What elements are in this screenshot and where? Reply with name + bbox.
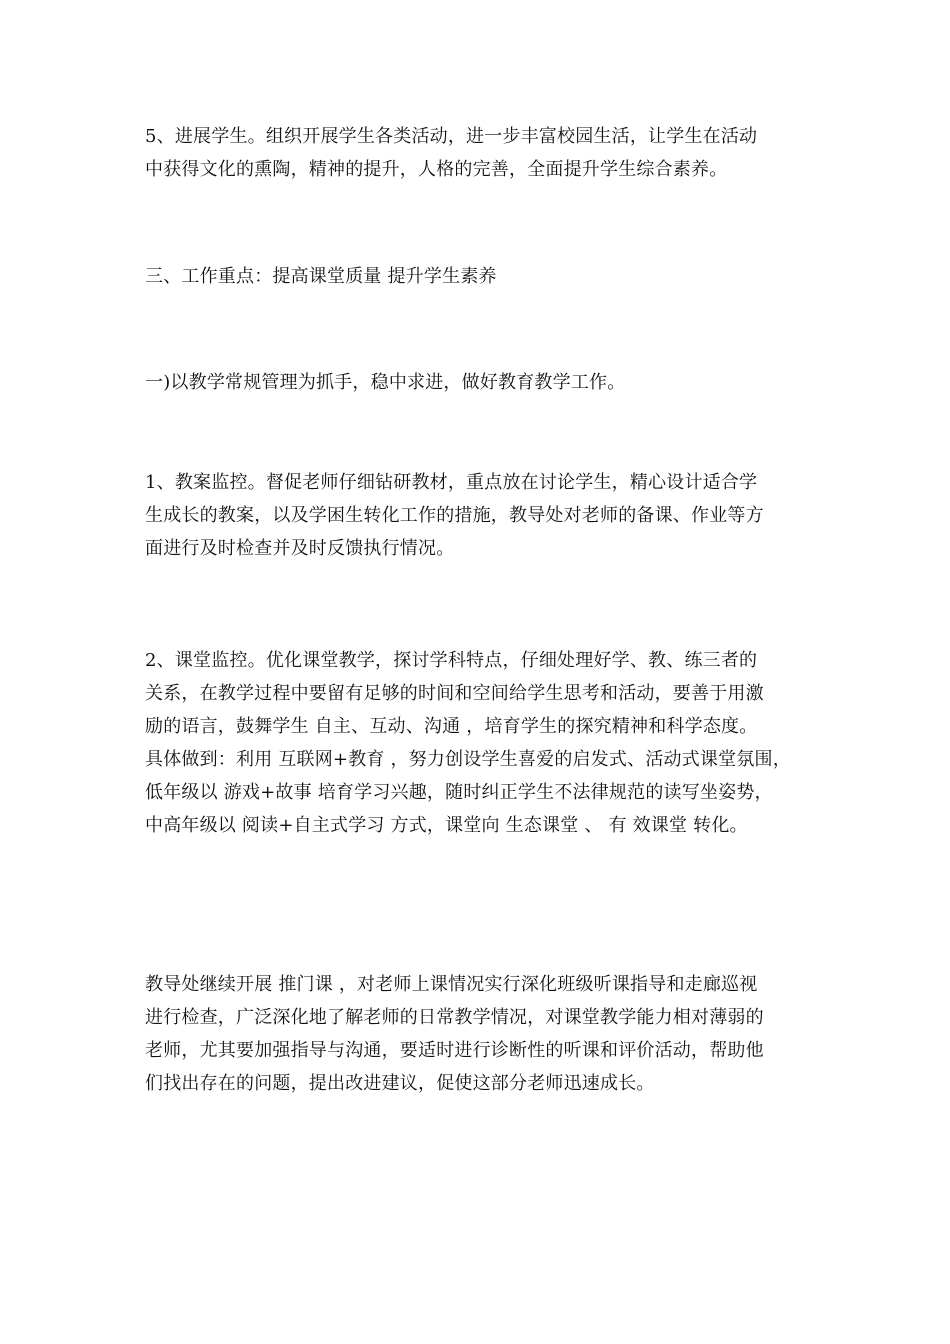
text-line: 低年级以 游戏+故事 培育学习兴趣，随时纠正学生不法律规范的读写坐姿势， (145, 782, 773, 803)
text-line: 进行检查，广泛深化地了解老师的日常教学情况，对课堂教学能力相对薄弱的 (145, 1007, 764, 1028)
paragraph-item-2 (145, 644, 825, 842)
text-line: 生成长的教案，以及学困生转化工作的措施，教导处对老师的备课、作业等方 (145, 505, 764, 526)
text-line: 教导处继续开展 推门课 ，对老师上课情况实行深化班级听课指导和走廊巡视 (145, 974, 758, 995)
paragraph-item-5 (145, 120, 825, 186)
paragraph-push-door-class (145, 968, 825, 1100)
subsection-heading (145, 366, 825, 399)
text-line: 励的语言，鼓舞学生 自主、互动、沟通 ，培育学生的探究精神和科学态度。 (145, 716, 758, 737)
text-line: 关系，在教学过程中要留有足够的时间和空间给学生思考和活动，要善于用激 (145, 683, 764, 704)
text-line: 中高年级以 阅读+自主式学习 方式，课堂向 生态课堂 、 有 效课堂 转化。 (145, 815, 748, 836)
text-line: 三、工作重点：提高课堂质量 提升学生素养 (145, 266, 497, 287)
text-line: 5、进展学生。组织开展学生各类活动，进一步丰富校园生活，让学生在活动 (145, 126, 758, 147)
section-heading (145, 260, 825, 293)
text-line: 1、教案监控。督促老师仔细钻研教材，重点放在讨论学生，精心设计适合学 (145, 472, 758, 493)
text-line: 2、课堂监控。优化课堂教学，探讨学科特点，仔细处理好学、教、练三者的 (145, 650, 758, 671)
text-line: 一)以教学常规管理为抓手，稳中求进，做好教育教学工作。 (145, 372, 626, 393)
paragraph-item-1 (145, 466, 825, 565)
text-line: 具体做到：利用 互联网+教育 ，努力创设学生喜爱的启发式、活动式课堂氛围， (145, 749, 791, 770)
text-line: 老师，尤其要加强指导与沟通，要适时进行诊断性的听课和评价活动，帮助他 (145, 1040, 764, 1061)
text-line: 们找出存在的问题，提出改进建议，促使这部分老师迅速成长。 (145, 1073, 655, 1094)
text-line: 面进行及时检查并及时反馈执行情况。 (145, 538, 455, 559)
text-line: 中获得文化的熏陶，精神的提升，人格的完善，全面提升学生综合素养。 (145, 159, 728, 180)
